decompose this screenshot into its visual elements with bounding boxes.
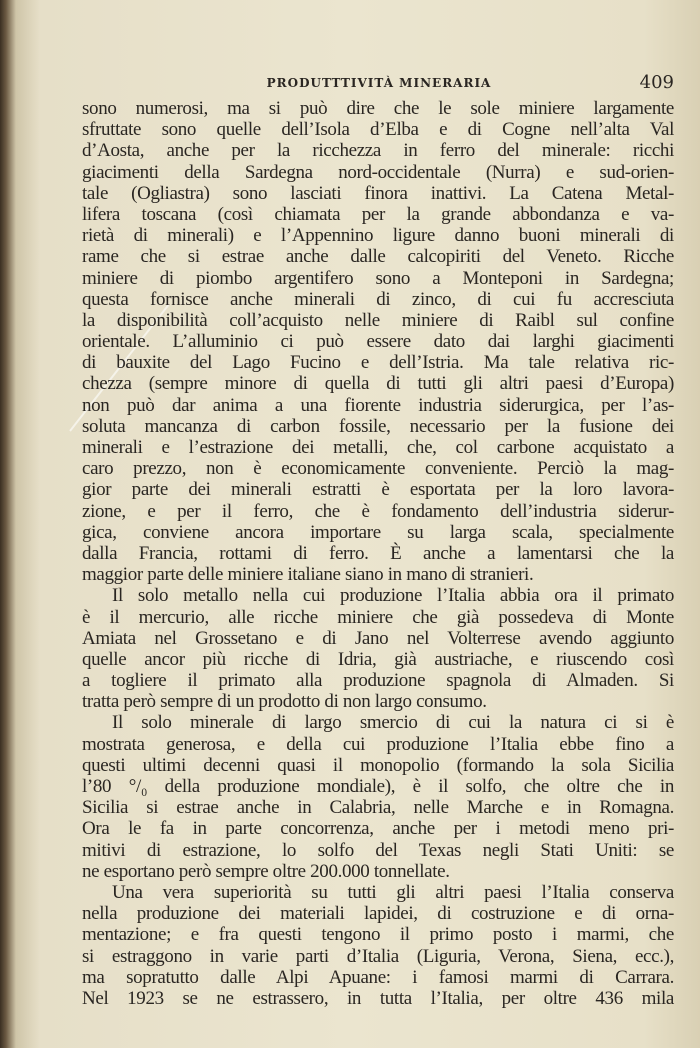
text-line: Il solo minerale di largo smercio di cui la natura ci si è	[112, 712, 674, 734]
text-line: questi ultimi decenni quasi il monopolio (formando la sola Sicilia	[82, 754, 674, 776]
text-line: orientale. L’alluminio ci può essere dato dai larghi giacimenti	[82, 331, 674, 353]
text-line: chezza (sempre minore di quella di tutti gli altri paesi d’Europa)	[82, 373, 674, 395]
text-line: tale (Ogliastra) sono lasciati finora inattivi. La Catena Metal-	[82, 182, 674, 204]
text-line: minerali e l’estrazione dei metalli, che, col carbone acquistato a	[82, 437, 674, 458]
text-line: nella produzione dei materiali lapidei, di costruzione e di orna-	[82, 903, 674, 925]
text-line: quelle ancor più ricche di Idria, già austriache, e riuscendo così	[82, 648, 674, 670]
body-text	[82, 98, 674, 1009]
text-line: dalla Francia, rottami di ferro. È anche a lamentarsi che la	[82, 542, 674, 564]
text-line: giacimenti della Sardegna nord-occidentale (Nurra) e sud-orien-	[82, 161, 674, 183]
text-line: zione, e per il ferro, che è fondamento dell’industria siderur-	[82, 500, 674, 522]
text-line: sfruttate sono quelle dell’Isola d’Elba e di Cogne nell’alta Val	[82, 119, 674, 141]
text-line: Sicilia si estrae anche in Calabria, nelle Marche e in Romagna.	[82, 797, 674, 819]
text-line: la disponibilità coll’acquisto nelle miniere di Raibl sul confine	[82, 309, 674, 331]
text-line: rame che si estrae anche dalle calcopiriti del Veneto. Ricche	[82, 246, 674, 268]
text-line: non può dar anima a una fiorente industria siderurgica, per l’as-	[82, 394, 674, 416]
text-line: Il solo metallo nella cui produzione l’Italia abbia ora il primato	[112, 585, 674, 607]
text-line: sono numerosi, ma si può dire che le sole miniere largamente	[82, 98, 674, 119]
text-line: lifera toscana (così chiamata per la grande abbondanza e va-	[82, 203, 674, 225]
text-line: rietà di minerali) e l’Appennino ligure danno buoni minerali di	[82, 225, 674, 247]
text-line: questa fornisce anche minerali di zinco, di cui fu accresciuta	[82, 288, 674, 310]
text-line: a togliere il primato alla produzione spagnola di Almaden. Si	[82, 670, 674, 692]
text-line: miniere di piombo argentifero sono a Monteponi in Sardegna;	[82, 267, 674, 289]
text-line: l’80 °/₀ della produzione mondiale), è il solfo, che oltre che in	[82, 776, 674, 797]
text-line: mostrata generosa, e della cui produzione l’Italia ebbe fino a	[82, 733, 674, 755]
text-line: d’Aosta, anche per la ricchezza in ferro del minerale: ricchi	[82, 140, 674, 162]
text-line: maggior parte delle miniere italiane siano in mano di stranieri.	[82, 564, 534, 586]
text-line: Nel 1923 se ne estrassero, in tutta l’Italia, per oltre 436 mila	[82, 987, 674, 1009]
text-line: Amiata nel Grossetano e di Jano nel Volterrese avendo aggiunto	[82, 627, 674, 649]
page-header	[84, 72, 674, 96]
text-line: Una vera superiorità su tutti gli altri paesi l’Italia conserva	[112, 881, 674, 903]
text-line: mentazione; e fra questi tengono il primo posto i marmi, che	[82, 924, 674, 946]
text-line: gior parte dei minerali estratti è esportata per la loro lavora-	[82, 479, 674, 501]
page-number: 409	[639, 72, 674, 93]
text-line: di bauxite del Lago Fucino e dell’Istria. Ma tale relativa ric-	[82, 352, 674, 374]
text-line: Ora le fa in parte concorrenza, anche per i metodi meno pri-	[82, 818, 674, 840]
text-line: tratta però sempre di un prodotto di non largo consumo.	[82, 691, 487, 713]
running-title: PRODUTTTIVITÀ MINERARIA	[266, 76, 492, 90]
text-line: è il mercurio, alle ricche miniere che già possedeva di Monte	[82, 606, 674, 628]
text-line: ma sopratutto dalle Alpi Apuane: i famosi marmi di Carrara.	[82, 966, 674, 988]
text-line: mitivi di estrazione, lo solfo del Texas negli Stati Uniti: se	[82, 839, 674, 861]
text-line: gica, conviene ancora importare su larga scala, specialmente	[82, 521, 674, 543]
text-line: si estraggono in varie parti d’Italia (Liguria, Verona, Siena, ecc.),	[82, 945, 674, 967]
text-line: soluta mancanza di carbon fossile, necessario per la fusione dei	[82, 415, 674, 437]
text-line: ne esportano però sempre oltre 200.000 tonnellate.	[82, 860, 450, 882]
text-line: caro prezzo, non è economicamente conveniente. Perciò la mag-	[82, 458, 674, 480]
